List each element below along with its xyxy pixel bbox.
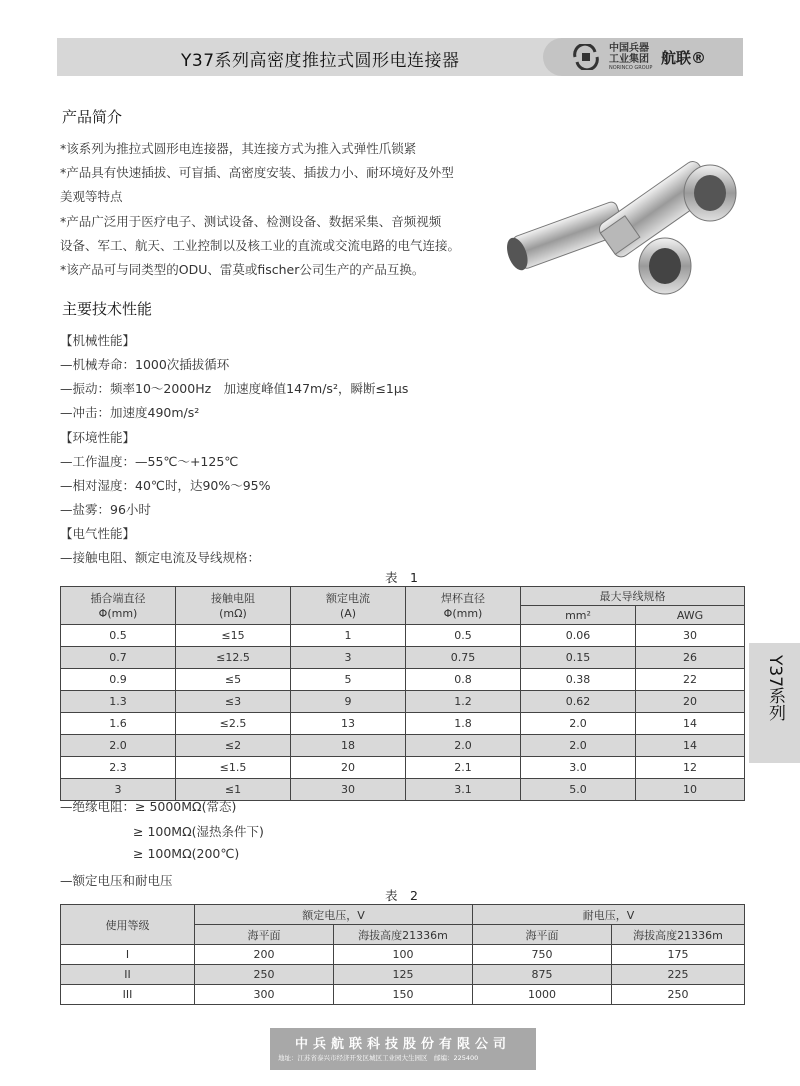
cell: 3.1 <box>406 779 521 801</box>
cell: 0.06 <box>521 625 636 647</box>
table-row <box>61 757 745 779</box>
table-row <box>61 735 745 757</box>
cell: 26 <box>636 647 745 669</box>
col-header-unit: Φ(mm) <box>98 606 138 620</box>
mech-heading: 【机械性能】 <box>60 333 136 348</box>
company-logo <box>543 38 743 76</box>
cell: 2.1 <box>406 757 521 779</box>
env-humidity: —相对湿度：40℃时，达90%～95% <box>60 478 271 493</box>
col-subheader: 海拔高度21336m <box>612 925 745 945</box>
intro-line: 设备、军工、航天、工业控制以及核工业的直流或交流电路的电气连接。 <box>60 238 461 253</box>
table-row <box>61 965 745 985</box>
insulation-line3: ≥ 100MΩ(200℃) <box>133 846 240 861</box>
cell: 30 <box>291 779 406 801</box>
cell: 0.5 <box>406 625 521 647</box>
cell: II <box>61 965 195 985</box>
cell: 3.0 <box>521 757 636 779</box>
cell: 9 <box>291 691 406 713</box>
cell: ≤5 <box>176 669 291 691</box>
intro-line: 美观等特点 <box>60 189 123 204</box>
mech-life: —机械寿命：1000次插拔循环 <box>60 357 230 372</box>
page-footer <box>270 1028 536 1070</box>
voltage-title: —额定电压和耐电压 <box>60 873 173 888</box>
table-row <box>61 647 745 669</box>
cell: 0.7 <box>61 647 176 669</box>
table-row <box>61 985 745 1005</box>
col-header <box>61 587 176 625</box>
col-header-text: 插合端直径 <box>90 591 146 605</box>
cell: ≤3 <box>176 691 291 713</box>
contact-spec-table <box>60 586 745 801</box>
logo-cn-line2: 工业集团 <box>609 54 649 65</box>
col-header-unit: (mΩ) <box>219 606 247 620</box>
col-header: 耐电压，V <box>473 905 745 925</box>
cell: 100 <box>334 945 473 965</box>
page-title: Y37系列高密度推拉式圆形电连接器 <box>181 51 460 71</box>
cell: 20 <box>636 691 745 713</box>
intro-line: *该产品可与同类型的ODU、雷莫或fischer公司生产的产品互换。 <box>60 262 425 277</box>
col-header: 最大导线规格 <box>521 587 745 606</box>
cell: 125 <box>334 965 473 985</box>
elec-contact: —接触电阻、额定电流及导线规格： <box>60 550 261 565</box>
cell: 1.8 <box>406 713 521 735</box>
col-header <box>291 587 406 625</box>
cell: 875 <box>473 965 612 985</box>
cell: 250 <box>612 985 745 1005</box>
env-temperature: —工作温度：—55℃～+125℃ <box>60 454 239 469</box>
cell: 2.0 <box>521 735 636 757</box>
cell: 250 <box>195 965 334 985</box>
cell: 750 <box>473 945 612 965</box>
col-header-text: 额定电流 <box>326 591 370 605</box>
brand-name: 航联® <box>661 49 707 67</box>
table1-caption: 表 1 <box>385 570 418 585</box>
cell: 3 <box>291 647 406 669</box>
cell: III <box>61 985 195 1005</box>
cell: 0.15 <box>521 647 636 669</box>
env-salt: —盐雾：96小时 <box>60 502 151 517</box>
cell: ≤2.5 <box>176 713 291 735</box>
cell: 225 <box>612 965 745 985</box>
cell: I <box>61 945 195 965</box>
cell: 0.9 <box>61 669 176 691</box>
insulation-line1: —绝缘电阻：≥ 5000MΩ(常态) <box>60 799 237 814</box>
cell: 0.5 <box>61 625 176 647</box>
cell: ≤15 <box>176 625 291 647</box>
cell: 10 <box>636 779 745 801</box>
col-subheader: 海拔高度21336m <box>334 925 473 945</box>
cell: 22 <box>636 669 745 691</box>
cell: 18 <box>291 735 406 757</box>
cell: 1.2 <box>406 691 521 713</box>
col-subheader: mm² <box>521 606 636 625</box>
col-subheader: AWG <box>636 606 745 625</box>
cell: 14 <box>636 713 745 735</box>
cell: 300 <box>195 985 334 1005</box>
voltage-table <box>60 904 745 1005</box>
cell: 1 <box>291 625 406 647</box>
footer-company: 中兵航联科技股份有限公司 <box>294 1037 511 1052</box>
col-header: 额定电压，V <box>195 905 473 925</box>
cell: 1.3 <box>61 691 176 713</box>
cell: 14 <box>636 735 745 757</box>
intro-line: *产品广泛用于医疗电子、测试设备、检测设备、数据采集、音频视频 <box>60 214 442 229</box>
cell: 12 <box>636 757 745 779</box>
table-row <box>61 669 745 691</box>
cell: 0.38 <box>521 669 636 691</box>
cell: 5.0 <box>521 779 636 801</box>
col-header-text: 焊杯直径 <box>441 591 485 605</box>
intro-line: *该系列为推拉式圆形电连接器，其连接方式为推入式弹性爪锁紧 <box>60 141 417 156</box>
cell: 150 <box>334 985 473 1005</box>
table-row <box>61 691 745 713</box>
connector-product-image <box>500 148 745 298</box>
cell: 5 <box>291 669 406 691</box>
cell: ≤1.5 <box>176 757 291 779</box>
norinco-emblem-icon <box>571 44 601 70</box>
cell: 3 <box>61 779 176 801</box>
cell: ≤1 <box>176 779 291 801</box>
side-tab-label: Y37系列 <box>765 655 785 722</box>
table-row <box>61 945 745 965</box>
cell: 0.75 <box>406 647 521 669</box>
col-header-unit: (A) <box>339 606 357 620</box>
footer-address: 地址：江苏省泰兴市经济开发区城区工业园大生园区 邮编：225400 <box>278 1054 479 1062</box>
col-subheader: 海平面 <box>473 925 612 945</box>
cell: 2.3 <box>61 757 176 779</box>
cell: ≤12.5 <box>176 647 291 669</box>
intro-line: *产品具有快速插拔、可盲插、高密度安装、插拔力小、耐环境好及外型 <box>60 165 454 180</box>
cell: ≤2 <box>176 735 291 757</box>
col-header-text: 接触电阻 <box>211 591 255 605</box>
table-row <box>61 713 745 735</box>
insulation-line2: ≥ 100MΩ(湿热条件下) <box>133 824 264 839</box>
col-header <box>406 587 521 625</box>
cell: 0.8 <box>406 669 521 691</box>
elec-heading: 【电气性能】 <box>60 526 136 541</box>
col-header: 使用等级 <box>61 905 195 945</box>
spec-title: 主要技术性能 <box>62 300 153 318</box>
logo-cn-text <box>609 43 649 65</box>
mech-shock: —冲击：加速度490m/s² <box>60 405 200 420</box>
cell: 1.6 <box>61 713 176 735</box>
intro-title: 产品简介 <box>62 108 123 126</box>
logo-cn-line1: 中国兵器 <box>609 43 649 54</box>
cell: 200 <box>195 945 334 965</box>
cell: 20 <box>291 757 406 779</box>
cell: 2.0 <box>61 735 176 757</box>
env-heading: 【环境性能】 <box>60 430 136 445</box>
table2-caption: 表 2 <box>385 888 418 903</box>
cell: 13 <box>291 713 406 735</box>
mech-vibration: —振动：频率10～2000Hz 加速度峰值147m/s²，瞬断≤1μs <box>60 381 409 396</box>
cell: 30 <box>636 625 745 647</box>
col-header <box>176 587 291 625</box>
table-row <box>61 625 745 647</box>
page-header <box>57 38 743 76</box>
col-subheader: 海平面 <box>195 925 334 945</box>
cell: 2.0 <box>521 713 636 735</box>
cell: 175 <box>612 945 745 965</box>
logo-en-text: NORINCO GROUP <box>609 65 653 71</box>
cell: 1000 <box>473 985 612 1005</box>
col-header-unit: Φ(mm) <box>443 606 483 620</box>
cell: 2.0 <box>406 735 521 757</box>
cell: 0.62 <box>521 691 636 713</box>
series-side-tab <box>749 643 800 763</box>
